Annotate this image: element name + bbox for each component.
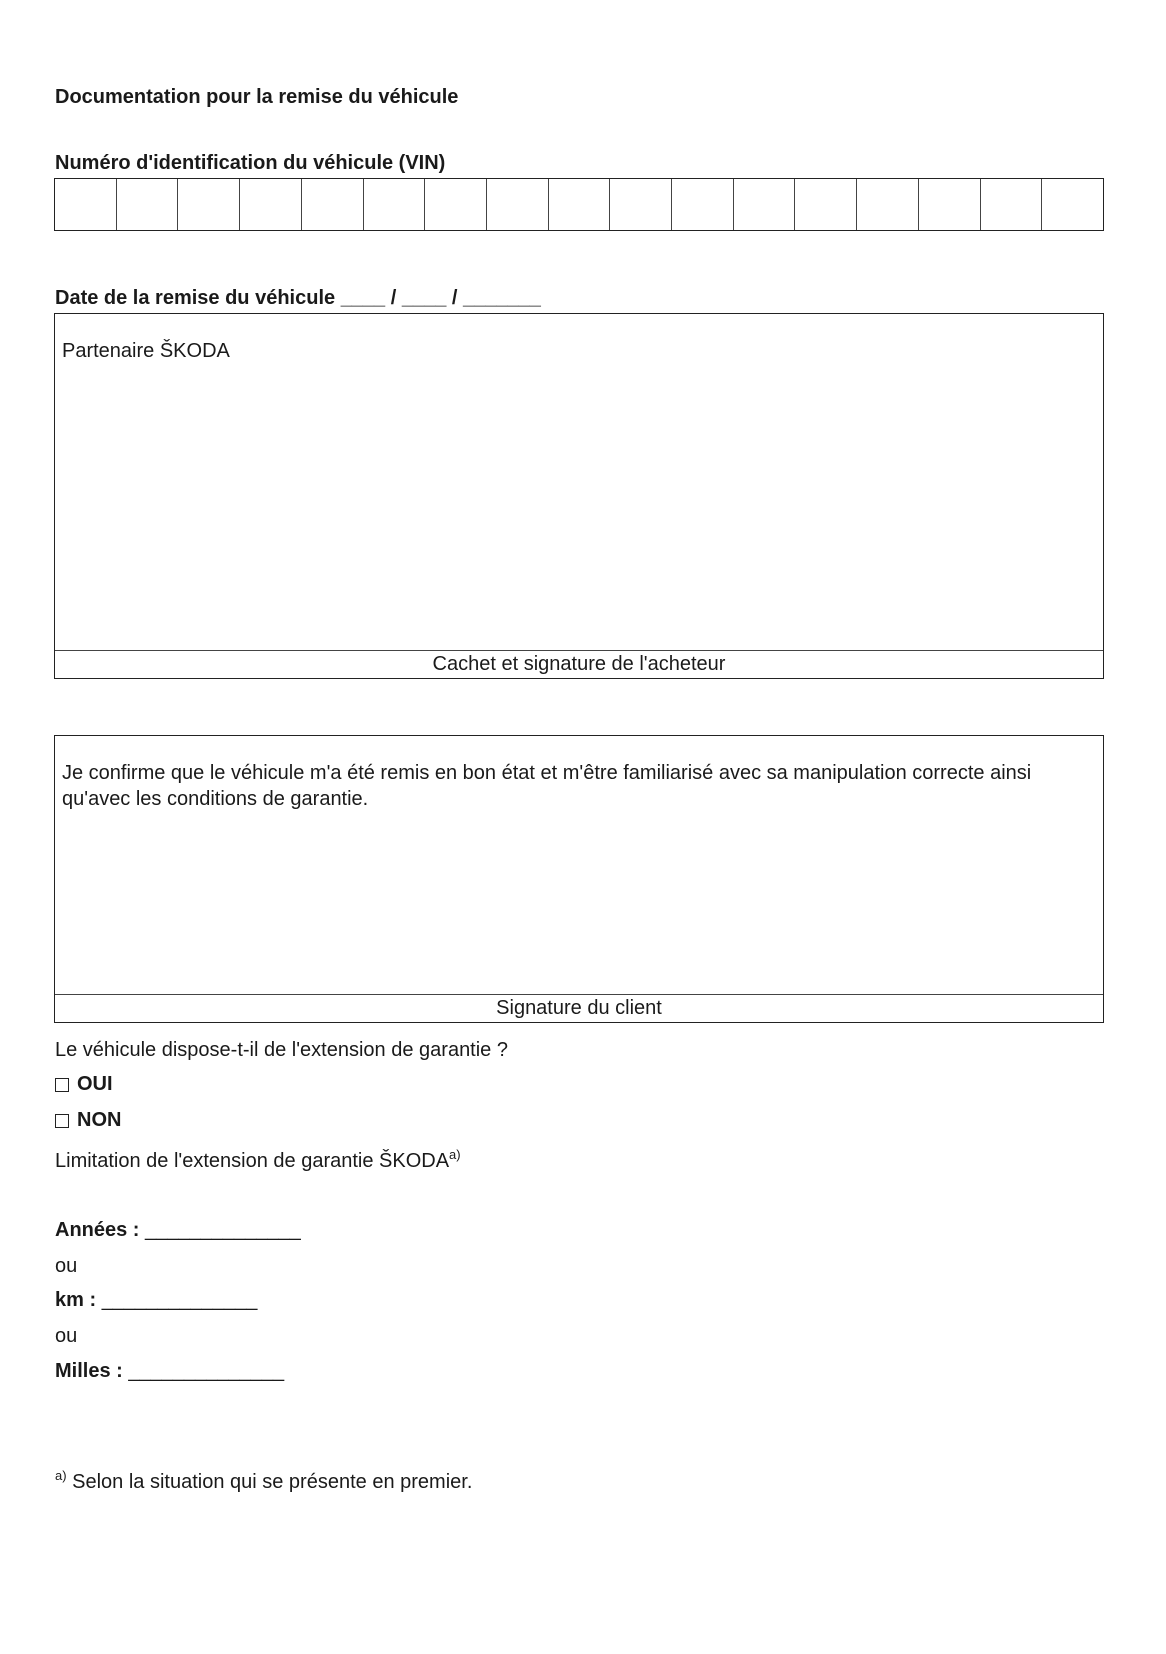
vin-cell[interactable]	[795, 179, 857, 230]
years-label: Années :	[55, 1219, 140, 1241]
vin-cell[interactable]	[734, 179, 796, 230]
miles-field	[55, 1360, 284, 1383]
vin-cell[interactable]	[364, 179, 426, 230]
vin-grid	[54, 178, 1104, 231]
option-non-label: NON	[77, 1109, 122, 1131]
footnote	[55, 1468, 472, 1494]
km-label: km :	[55, 1289, 97, 1311]
client-signature-box[interactable]	[54, 735, 1104, 1023]
client-confirmation-statement: Je confirme que le véhicule m'a été remis en bon état et m'être familiarisé avec sa manipulation correcte ainsi qu'avec les conditions de garantie.	[62, 762, 1032, 810]
checkbox-oui[interactable]	[55, 1078, 69, 1092]
or-text-2: ou	[55, 1325, 78, 1347]
footnote-text: Selon la situation qui se présente en premier.	[72, 1471, 473, 1493]
miles-label: Milles :	[55, 1360, 123, 1382]
km-blank[interactable]: ______________	[101, 1289, 258, 1311]
checkbox-non[interactable]	[55, 1114, 69, 1128]
handover-date-line	[55, 287, 541, 310]
footnote-ref: a)	[449, 1147, 461, 1162]
vin-cell[interactable]	[425, 179, 487, 230]
handover-date-blank[interactable]: ____ / ____ / _______	[340, 287, 541, 309]
client-signature-caption: Signature du client	[55, 994, 1103, 1022]
vin-cell[interactable]	[117, 179, 179, 230]
buyer-stamp-signature-caption: Cachet et signature de l'acheteur	[55, 650, 1103, 678]
vin-cell[interactable]	[1042, 179, 1103, 230]
vin-cell[interactable]	[55, 179, 117, 230]
partner-stamp-box[interactable]	[54, 313, 1104, 679]
extension-limit-text: Limitation de l'extension de garantie ŠKODA	[55, 1150, 450, 1172]
vin-label: Numéro d'identification du véhicule (VIN)	[55, 152, 446, 174]
option-oui[interactable]	[55, 1073, 113, 1096]
vin-cell[interactable]	[549, 179, 611, 230]
extension-question: Le véhicule dispose-t-il de l'extension de garantie ?	[55, 1039, 508, 1061]
vin-cell[interactable]	[610, 179, 672, 230]
extension-limit-label	[55, 1147, 461, 1173]
vin-cell[interactable]	[240, 179, 302, 230]
footnote-marker: a)	[55, 1468, 67, 1483]
vin-cell[interactable]	[981, 179, 1043, 230]
or-text-1: ou	[55, 1255, 78, 1277]
years-field	[55, 1219, 301, 1242]
handover-date-label: Date de la remise du véhicule	[55, 287, 336, 309]
vin-cell[interactable]	[302, 179, 364, 230]
years-blank[interactable]: ______________	[145, 1219, 301, 1241]
vin-cell[interactable]	[178, 179, 240, 230]
vin-cell[interactable]	[919, 179, 981, 230]
vin-cell[interactable]	[487, 179, 549, 230]
page-title: Documentation pour la remise du véhicule	[55, 86, 459, 108]
option-non[interactable]	[55, 1109, 121, 1132]
option-oui-label: OUI	[77, 1073, 113, 1095]
vin-cell[interactable]	[672, 179, 734, 230]
vin-cell[interactable]	[857, 179, 919, 230]
partner-heading: Partenaire ŠKODA	[62, 340, 230, 362]
km-field	[55, 1289, 257, 1312]
miles-blank[interactable]: ______________	[128, 1360, 285, 1382]
